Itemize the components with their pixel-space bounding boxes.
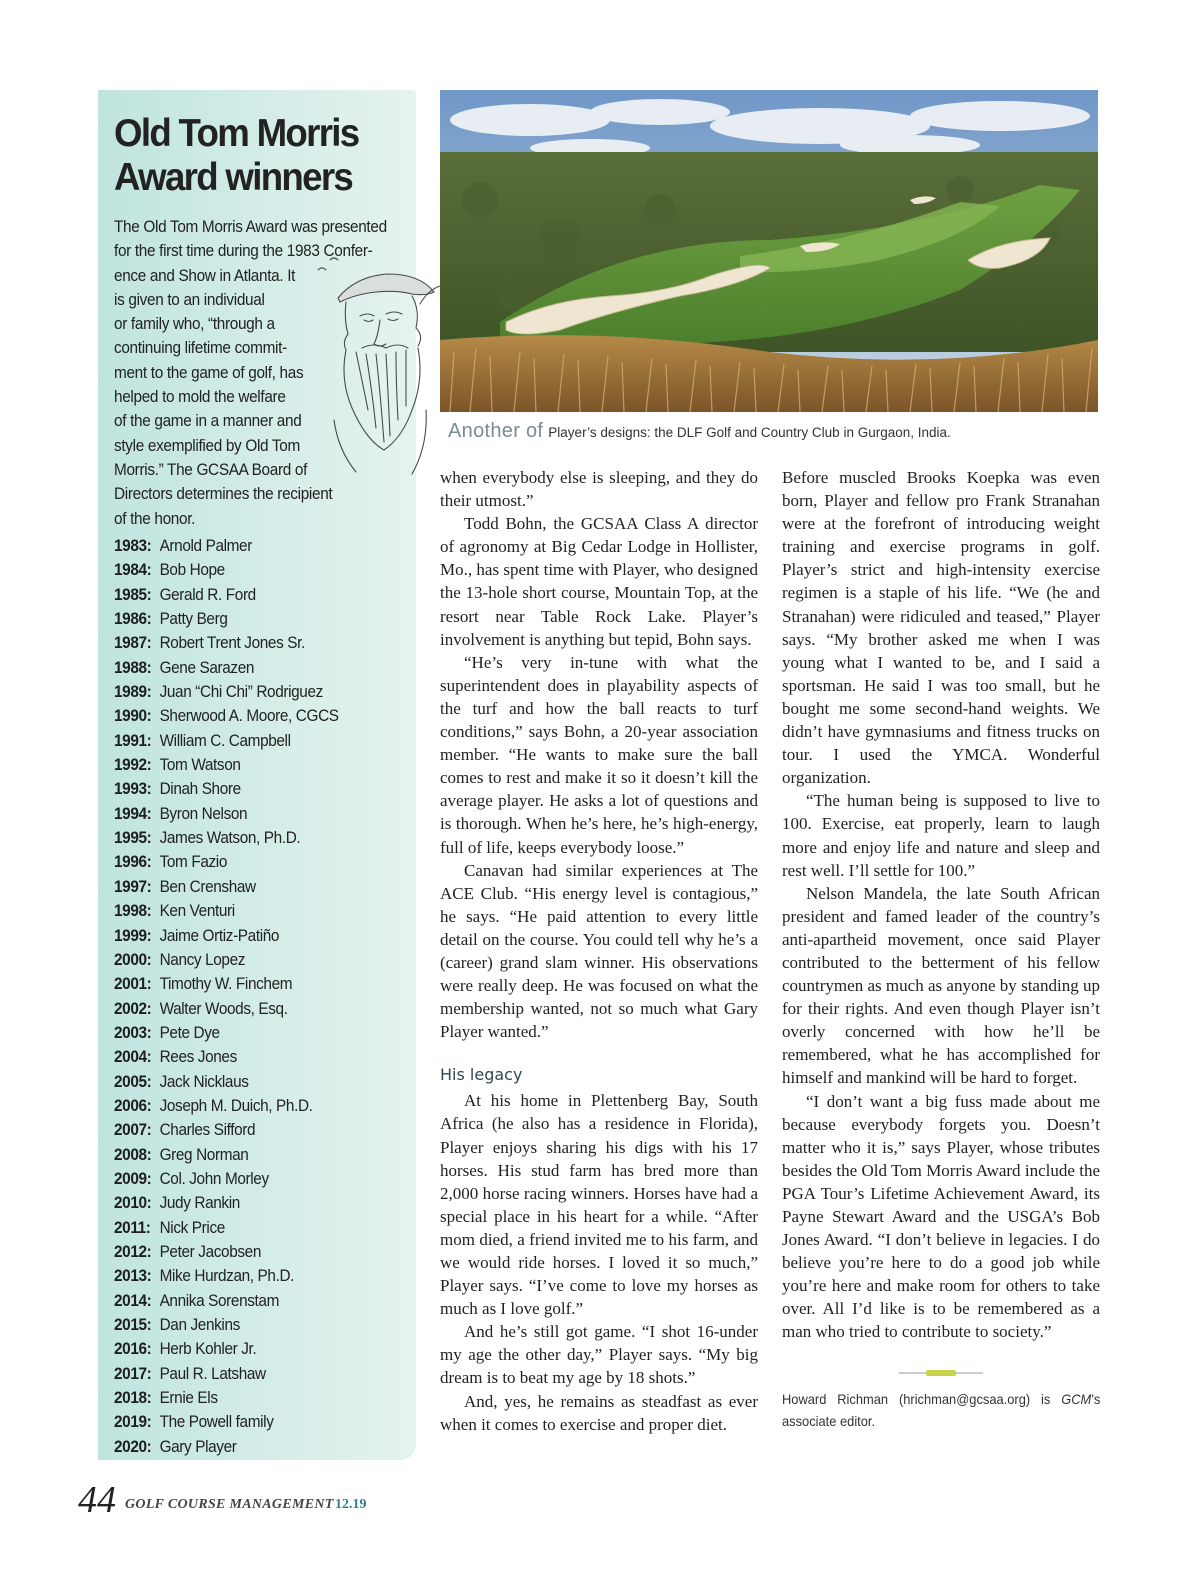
caption-text: Player’s designs: the DLF Golf and Country Club in Gurgaon, India. — [548, 425, 951, 440]
winner-row — [114, 948, 393, 972]
winner-name: Annika Sorenstam — [159, 1291, 280, 1310]
winner-year: 2020: — [114, 1437, 152, 1456]
winner-row — [114, 607, 393, 631]
winner-row — [114, 1021, 393, 1045]
old-tom-morris-sketch — [316, 250, 444, 480]
paragraph: “The human being is supposed to live to 100. Exercise, eat properly, learn to laugh more and enjoy life and nature and sleep and rest well. I’ll settle for 100.” — [782, 791, 1100, 880]
paragraph: “I don’t want a big fuss made about me because everybody forgets you. Doesn’t matter who it is,” says Player, whose tributes besides the Old Tom Morris Award include the PGA Tour’s Lifetime Achievement Award, its Payne Stewart Award and the USGA’s Bob Jones Award. “I don’t believe in legacies. I do believe you’re here to do a good job while you’re here and make room for others to take over. All I’d like is to be remembered as a man who tried to contribute to society.” — [782, 1091, 1100, 1342]
winner-name: Col. John Morley — [159, 1169, 269, 1188]
winner-name: Rees Jones — [159, 1048, 237, 1067]
winner-row — [114, 972, 393, 996]
winner-name: Gerald R. Ford — [159, 585, 256, 604]
winner-row — [114, 1118, 393, 1142]
winner-year: 2008: — [114, 1145, 152, 1164]
winner-name: Timothy W. Finchem — [159, 975, 293, 994]
paragraph: Before muscled Brooks Koepka was even born, Player and fellow pro Frank Stranahan were at the forefront of introducing weight training and exercise programs in golf. Player’s strict and high-intensity exercise regimen is a staple of his life. “We (he and Stranahan) were ridiculed and teased,” Player says. “My brother asked me when I was young what I wanted to be, and I said a sportsman. He said I was too small, but he bought me some second-hand weights. We didn’t have gymnasiums and fitness trucks on tour. I used the YMCA. Wonderful organization. — [782, 468, 1100, 788]
winner-name: Byron Nelson — [159, 804, 248, 823]
winner-year: 2014: — [114, 1291, 152, 1310]
end-mark-divider — [899, 1370, 983, 1376]
winner-row — [114, 1070, 393, 1094]
winner-year: 2017: — [114, 1364, 152, 1383]
winner-year: 2000: — [114, 950, 152, 969]
winner-row — [114, 850, 393, 874]
paragraph: Todd Bohn, the GCSAA Class A director of agronomy at Big Cedar Lodge in Hollister, Mo., has spent time with Player, who designed the 13-hole short course, Mountain Top, at the resort near Table Rock Lake. Player’s involvement is anything but tepid, Bohn says. — [440, 514, 758, 649]
winner-row — [114, 875, 393, 899]
winner-year: 1998: — [114, 902, 152, 921]
byline-magazine: GCM — [1061, 1390, 1092, 1407]
winner-name: William C. Campbell — [159, 731, 291, 750]
winner-year: 1984: — [114, 561, 152, 580]
winner-row — [114, 924, 393, 948]
photo-caption — [448, 420, 1148, 443]
winner-row — [114, 1362, 393, 1386]
winner-name: Nick Price — [159, 1218, 225, 1237]
winner-row — [114, 680, 393, 704]
winner-row — [114, 1313, 393, 1337]
winner-row — [114, 534, 393, 558]
winner-name: Judy Rankin — [159, 1194, 240, 1213]
winner-row — [114, 631, 393, 655]
winner-row — [114, 558, 393, 582]
golf-course-photo — [440, 90, 1098, 412]
paragraph: when everybody else is sleeping, and they do their utmost.” — [440, 468, 758, 511]
winner-year: 2009: — [114, 1169, 152, 1188]
winner-name: The Powell family — [159, 1413, 274, 1432]
winner-row — [114, 802, 393, 826]
winner-row — [114, 997, 393, 1021]
winner-name: Ken Venturi — [159, 902, 235, 921]
winner-row — [114, 826, 393, 850]
winner-row — [114, 729, 393, 753]
winner-year: 2018: — [114, 1389, 152, 1408]
winner-row — [114, 1386, 393, 1410]
winner-row — [114, 899, 393, 923]
winner-year: 1995: — [114, 829, 152, 848]
winner-name: Greg Norman — [159, 1145, 249, 1164]
sidebar-intro: The Old Tom Morris Award was presented for the first time during the 1983 Confer- ence and Show in Atlanta. It is given to an individual or family who, “through a continuing lifetime commit- ment to the game of golf, has helped to mold the welfare of the game in a manner and style exemplified by Old Tom Morris.” The GCSAA Board of Directors determines the recipient of the honor. — [114, 218, 387, 528]
winner-name: Charles Sifford — [159, 1121, 256, 1140]
winner-year: 2015: — [114, 1316, 152, 1334]
winner-name: Mike Hurdzan, Ph.D. — [159, 1267, 295, 1286]
winner-row — [114, 1337, 393, 1361]
winner-name: Dinah Shore — [159, 780, 241, 799]
winner-year: 1988: — [114, 658, 152, 677]
paragraph: And, yes, he remains as steadfast as ever when it comes to exercise and proper diet. — [440, 1391, 758, 1434]
winner-name: Pete Dye — [159, 1023, 220, 1042]
winner-year: 1989: — [114, 683, 152, 702]
section-subhead: His legacy — [440, 1065, 523, 1085]
page-number: 44 — [78, 1479, 116, 1521]
winner-year: 1994: — [114, 804, 152, 823]
winner-row — [114, 1191, 393, 1215]
issue-date: 12.19 — [335, 1497, 367, 1512]
winner-year: 2006: — [114, 1096, 152, 1115]
article-column-1 — [440, 466, 758, 1436]
winner-year: 1986: — [114, 610, 152, 629]
sidebar-title: Old Tom Morris Award winners — [114, 112, 359, 199]
winner-row — [114, 1216, 393, 1240]
winner-row — [114, 1289, 393, 1313]
winner-year: 2010: — [114, 1194, 152, 1213]
winners-list — [114, 534, 414, 1459]
winner-name: Gary Player — [159, 1437, 237, 1456]
winner-year: 2011: — [114, 1218, 151, 1237]
winner-name: Arnold Palmer — [159, 537, 252, 555]
winner-year: 1992: — [114, 756, 152, 775]
winner-name: Herb Kohler Jr. — [159, 1340, 257, 1359]
winner-name: Jaime Ortiz-Patiño — [159, 926, 280, 945]
winner-row — [114, 777, 393, 801]
winner-name: Nancy Lopez — [159, 950, 246, 969]
paragraph: And he’s still got game. “I shot 16-under my age the other day,” Player says. “My big dream is to beat my age by 18 shots.” — [440, 1322, 758, 1388]
winner-year: 2016: — [114, 1340, 152, 1359]
caption-lead: Another of — [448, 420, 544, 442]
author-byline — [782, 1388, 1100, 1432]
winner-row — [114, 704, 393, 728]
winner-row — [114, 1143, 393, 1167]
winner-row — [114, 1435, 393, 1459]
paragraph: “He’s very in-tune with what the superintendent does in playability aspects of the turf and how the ball reacts to turf conditions,” says Bohn, a 20-year association member. “He wants to make sure the ball comes to rest and make it so it doesn’t kill the average player. He asks a lot of questions and is thorough. When he’s here, he’s high-energy, full of life, keeps everybody loose.” — [440, 652, 758, 857]
winner-year: 2002: — [114, 999, 152, 1018]
winner-name: Peter Jacobsen — [159, 1242, 261, 1261]
winner-name: Gene Sarazen — [159, 658, 255, 677]
winner-year: 2003: — [114, 1023, 152, 1042]
winner-year: 1999: — [114, 926, 152, 945]
winner-name: Jack Nicklaus — [159, 1072, 249, 1091]
winner-row — [114, 1264, 393, 1288]
winner-name: Ernie Els — [159, 1389, 218, 1408]
winner-name: Sherwood A. Moore, CGCS — [159, 707, 339, 726]
winner-year: 1985: — [114, 585, 152, 604]
winner-year: 2013: — [114, 1267, 152, 1286]
winner-row — [114, 1045, 393, 1069]
winner-name: Juan “Chi Chi” Rodriguez — [159, 683, 323, 702]
winner-name: Dan Jenkins — [159, 1316, 240, 1334]
byline-role: ’s associate editor. — [782, 1390, 1101, 1429]
paragraph: Nelson Mandela, the late South African president and famed leader of the country’s anti-apartheid movement, once said Player contributed to the betterment of his fellow countrymen as much as anyone by standing up for their rights. And even though Player isn’t overly concerned with how he’ll be remembered, what he has accomplished for himself and mankind will be hard to forget. — [782, 883, 1100, 1088]
winner-year: 1997: — [114, 877, 152, 896]
winner-name: Bob Hope — [159, 561, 225, 580]
winner-name: Ben Crenshaw — [159, 877, 256, 896]
winner-year: 2005: — [114, 1072, 152, 1091]
winner-name: Walter Woods, Esq. — [159, 999, 288, 1018]
winner-year: 1993: — [114, 780, 152, 799]
winner-year: 1991: — [114, 731, 152, 750]
winner-year: 2007: — [114, 1121, 152, 1140]
winner-row — [114, 1410, 393, 1434]
winner-name: Tom Fazio — [159, 853, 228, 872]
winner-year: 1990: — [114, 707, 152, 726]
winner-year: 2012: — [114, 1242, 152, 1261]
winner-name: Joseph M. Duich, Ph.D. — [159, 1096, 313, 1115]
winner-row — [114, 1240, 393, 1264]
article-column-2 — [782, 466, 1100, 1432]
paragraph: Canavan had similar experiences at The ACE Club. “His energy level is contagious,” he says. “He paid attention to every little detail on the course. You could tell why he’s a (career) grand slam winner. His observations were really deep. He was focused on what the membership wanted, not so much what Gary Player wanted.” — [440, 860, 758, 1042]
winner-name: Robert Trent Jones Sr. — [159, 634, 305, 653]
winner-row — [114, 583, 393, 607]
winner-name: Paul R. Latshaw — [159, 1364, 266, 1383]
award-sidebar — [98, 90, 416, 1460]
winner-name: Tom Watson — [159, 756, 241, 775]
winner-year: 1987: — [114, 634, 152, 653]
winner-row — [114, 1167, 393, 1191]
magazine-name: GOLF COURSE MANAGEMENT — [125, 1497, 334, 1512]
winner-year: 1996: — [114, 853, 152, 872]
winner-year: 2001: — [114, 975, 152, 994]
winner-year: 1983: — [114, 537, 152, 555]
winner-row — [114, 1094, 393, 1118]
winner-year: 2019: — [114, 1413, 152, 1432]
paragraph: At his home in Plettenberg Bay, South Africa (he also has a residence in Florida), Player enjoys sharing his digs with his 17 horses. His stud farm has bred more than 2,000 horse racing winners. Horses have had a special place in his heart for a while. “After mom died, a friend invited me to his farm, and we would ride horses. I loved it so much,” Player says. “I’ve come to love my horses as much as I love golf.” — [440, 1091, 758, 1319]
divider-accent — [926, 1370, 956, 1376]
winner-row — [114, 753, 393, 777]
byline-text: Howard Richman (hrichman@gcsaa.org) is — [782, 1390, 1062, 1407]
winner-name: Patty Berg — [159, 610, 228, 629]
winner-name: James Watson, Ph.D. — [159, 829, 301, 848]
winner-row — [114, 656, 393, 680]
winner-year: 2004: — [114, 1048, 152, 1067]
